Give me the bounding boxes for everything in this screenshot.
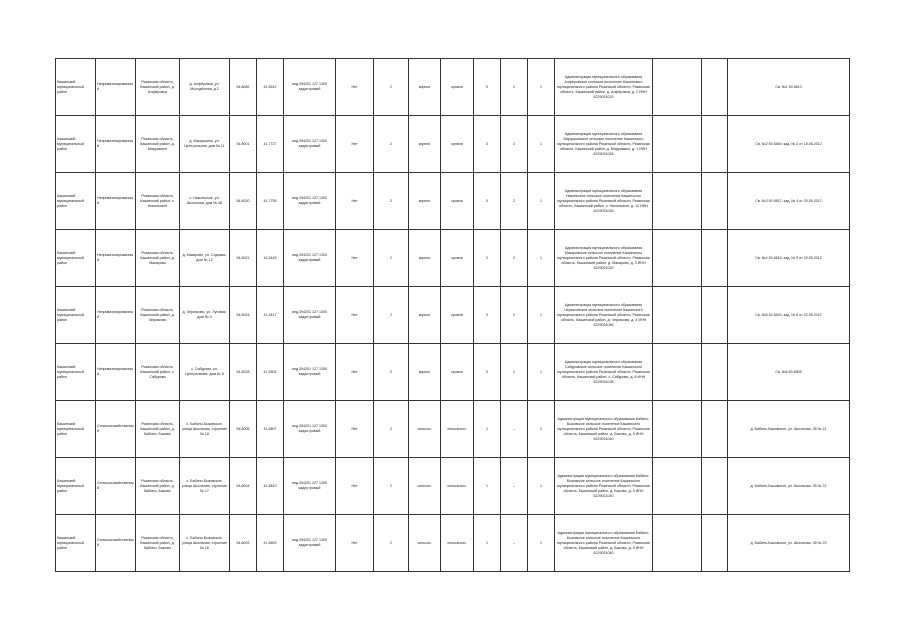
table-cell: д. Алфёровка, ул. Молодёжная, д.2 [180, 59, 230, 116]
table-cell: 1 [474, 458, 501, 515]
table-cell: инд.394201 127 1300 кадастровый [284, 458, 336, 515]
table-cell: Нет [336, 458, 374, 515]
table-cell: кровля [441, 230, 474, 287]
table-cell: 2 [501, 344, 528, 401]
table-cell: 0 [474, 173, 501, 230]
table-cell: 41,5417 [257, 287, 284, 344]
table-cell: кирпич [409, 230, 441, 287]
table-cell: 1 [528, 230, 555, 287]
table-cell: 1 [474, 401, 501, 458]
table-row [56, 458, 850, 515]
table-cell: д. Бабино-Быковское, ул. Школьная, 35 № 22 [728, 458, 850, 515]
table-cell: Неприватизированный [96, 230, 136, 287]
table-cell: Рязанская область, Кашинский район, д. Бабино, Быково [136, 458, 180, 515]
table-cell: 1 [528, 287, 555, 344]
table-cell: сельхоз. [409, 401, 441, 458]
table-cell [702, 458, 728, 515]
table-cell: 54,8028 [230, 344, 257, 401]
table-cell: Нет [336, 401, 374, 458]
table-cell: 1 [528, 116, 555, 173]
table-cell [702, 515, 728, 572]
table-cell [653, 230, 702, 287]
table-cell: 2 [501, 287, 528, 344]
table-cell: 2 [501, 59, 528, 116]
table-cell: Нет [336, 287, 374, 344]
table-cell: 2 [374, 401, 409, 458]
table-cell: Рязанская область, Кашинский район, д. Бабино, Быково [136, 515, 180, 572]
table-cell: Рязанская область, Кашинский район, с. Никольское [136, 173, 180, 230]
table-cell: Рязанская область, Кашинский район, д. Макарово [136, 230, 180, 287]
table-cell: кровля [441, 287, 474, 344]
table-cell [653, 173, 702, 230]
table-cell: Нет [336, 344, 374, 401]
table-cell: с. Бабино-Быковское, улица Школьная, строение № 17 [180, 458, 230, 515]
table-cell [653, 515, 702, 572]
table-cell [702, 116, 728, 173]
table-cell: 2 [374, 515, 409, 572]
table-cell: д. Марушкино, ул. Центральная, дом № 11 [180, 116, 230, 173]
table-cell: инд.394201 127 1300 кадастровый [284, 401, 336, 458]
table-cell: Нет [336, 116, 374, 173]
table-cell: 54,8021 [230, 230, 257, 287]
table-cell [702, 401, 728, 458]
table-cell: 2 [374, 230, 409, 287]
table-cell: 1 [528, 59, 555, 116]
table-cell: 0 [474, 230, 501, 287]
table-cell: Администрация муниципального образования Черкасовское сельское поселение Кашинского муниципального района Рязанской области, Рязанская область, Кашинский район, д. Черкасово, д. 4 ИНН 6229031046 [555, 287, 653, 344]
table-cell: 2 [501, 230, 528, 287]
table-cell [653, 287, 702, 344]
table-cell: кирпич [409, 59, 441, 116]
table-cell: Кашинский муниципальный район [56, 515, 96, 572]
table-cell: Администрация муниципального образования Марушкинское сельское поселение Кашинского муниципального района Рязанской области, Рязанская область, Кашинский район, д. Марушкино, д. 1 ИНН 6229031048 [555, 116, 653, 173]
table-cell: Рязанская область, Кашинский район, д. Алфёровка [136, 59, 180, 116]
table-cell: Св. №2 50 6840, кад. № 2 от 18.05.2012 [728, 116, 850, 173]
table-cell: с. Бабино-Быковское, улица Школьная, строение № 18 [180, 401, 230, 458]
table-cell: Сельскохозяйственный [96, 458, 136, 515]
table-row [56, 401, 850, 458]
table-cell: инд.394201 127 1300 кадастровый [284, 173, 336, 230]
table-cell: Кашинский муниципальный район [56, 287, 96, 344]
table-cell: 41,5445 [257, 230, 284, 287]
table-cell: сельхоз. [409, 515, 441, 572]
table-cell: 54,8006 [230, 401, 257, 458]
table-cell: д. Макарово, ул. Садовая, дом № 12 [180, 230, 230, 287]
table-cell: Рязанская область, Кашинский район, с. Сабурово [136, 344, 180, 401]
table-cell: 41,5512 [257, 59, 284, 116]
table-cell: Кашинский муниципальный район [56, 401, 96, 458]
table-cell: с. Никольское, ул. Школьная, дом № 48 [180, 173, 230, 230]
table-cell: 54,8082 [230, 59, 257, 116]
table-cell: инд.394201 127 1300 кадастровый [284, 515, 336, 572]
table-cell: 0 [474, 59, 501, 116]
table-cell [702, 59, 728, 116]
table-cell [653, 401, 702, 458]
table-cell: 41,5807 [257, 401, 284, 458]
table-cell: Нет [336, 230, 374, 287]
table-cell: Администрация муниципального образования Сабуровское сельское поселение Кашинского муниципального района Рязанской области, Рязанская область, Кашинский район, с. Сабурово, д. 8 ИНН 6229031038 [555, 344, 653, 401]
table-cell: Рязанская область, Кашинский район, д. Черкасово [136, 287, 180, 344]
table-row [56, 173, 850, 230]
table-cell: д. Бабино-Быковское, ул. Школьная, 35 № 23 [728, 515, 850, 572]
table-cell: 0 [474, 344, 501, 401]
table-cell: 41,5809 [257, 515, 284, 572]
table-cell: Кашинский муниципальный район [56, 59, 96, 116]
table-cell [653, 344, 702, 401]
table-cell: 54,8004 [230, 458, 257, 515]
table-cell: Кашинский муниципальный район [56, 116, 96, 173]
table-cell: Администрация муниципального образования Макаровское сельское поселение Кашинского муниципального района Рязанской области, Рязанская область, Кашинский район, д. Макарово, д. 3 ИНН 6229031032 [555, 230, 653, 287]
table-cell: 2 [374, 173, 409, 230]
table-row [56, 344, 850, 401]
table-cell: Администрация муниципального образования Бабино-Быковское сельское поселение Кашинского муниципального района Рязанской области, Рязанская область, Кашинский район, д. Быково, д. 5 ИНН 6229031040 [555, 401, 653, 458]
table-cell: Рязанская область, Кашинский район, д. Бабино, Быково [136, 401, 180, 458]
table-cell: 2 [374, 116, 409, 173]
table-cell: Неприватизированный [96, 59, 136, 116]
table-cell: Кашинский муниципальный район [56, 230, 96, 287]
table-cell: инд.394201 127 1300 кадастровый [284, 116, 336, 173]
table-cell: – [501, 515, 528, 572]
table-row [56, 230, 850, 287]
table-cell: с. Сабурово, ул. Центральная, дом № 8 [180, 344, 230, 401]
table-cell: Неприватизированный [96, 344, 136, 401]
table-cell: 2 [374, 287, 409, 344]
table-cell: сельскохоз. [441, 458, 474, 515]
table-cell: Кашинский муниципальный район [56, 344, 96, 401]
table-cell [702, 287, 728, 344]
table-cell: 0 [474, 116, 501, 173]
table-cell: с. Бабино-Быковское, улица Школьная, строение № 16 [180, 515, 230, 572]
table-cell: Рязанская область, Кашинский район, д. Марушкино [136, 116, 180, 173]
table-cell: д. Бабино-Быковское, ул. Школьная, 35 № 21 [728, 401, 850, 458]
table-cell: 1 [528, 173, 555, 230]
table-cell: 2 [374, 458, 409, 515]
table-cell: Нет [336, 173, 374, 230]
table-cell: Администрация муниципального образования Никольское сельское поселение Кашинского муниципального района Рязанской области, Рязанская область, Кашинский район, с. Никольское, д. 12 ИНН 6229031045 [555, 173, 653, 230]
table-cell: 2 [374, 344, 409, 401]
table-cell: Св. №1 50 6813 [728, 59, 850, 116]
table-cell: кирпич [409, 287, 441, 344]
table-cell: инд.394201 127 1300 кадастровый [284, 230, 336, 287]
table-cell: Св. №6 50 6805 [728, 344, 850, 401]
table-cell: Св. №3 50 6812, кад. № 4 от 20.05.2012 [728, 173, 850, 230]
table-cell: Нет [336, 59, 374, 116]
table-cell: Кашинский муниципальный район [56, 173, 96, 230]
table-cell: – [501, 458, 528, 515]
table-cell: Администрация муниципального образования Бабино-Быковское сельское поселение Кашинского муниципального района Рязанской области, Рязанская область, Кашинский район, д. Быково, д. 5 ИНН 6229031040 [555, 515, 653, 572]
table-cell [702, 344, 728, 401]
table-cell: сельскохоз. [441, 401, 474, 458]
table-cell: 41,7755 [257, 173, 284, 230]
table-cell: кирпич [409, 173, 441, 230]
table-cell: 1 [474, 515, 501, 572]
registry-table [55, 58, 850, 572]
table-cell: 0 [474, 287, 501, 344]
table-cell: 54,8020 [230, 173, 257, 230]
table-cell: кровля [441, 344, 474, 401]
table-cell: кровля [441, 173, 474, 230]
table-cell: 1 [528, 515, 555, 572]
table-cell: сельскохоз. [441, 515, 474, 572]
table-cell: Сельскохозяйственный [96, 401, 136, 458]
table-cell: Неприватизированный [96, 287, 136, 344]
table-cell: 54,8003 [230, 515, 257, 572]
table-cell [653, 458, 702, 515]
table-cell: 41,7727 [257, 116, 284, 173]
table-cell: 1 [528, 458, 555, 515]
table-cell: Неприватизированный [96, 173, 136, 230]
table-cell: Кашинский муниципальный район [56, 458, 96, 515]
table-cell: инд.394201 127 1300 кадастровый [284, 344, 336, 401]
table-cell: 2 [501, 116, 528, 173]
table-cell: Администрация муниципального образования Алфёровское сельское поселение Кашинского муниципального района Рязанской области, Рязанская область, Кашинский район, д. Алфёровка, д. 2 ИНН 6229031033 [555, 59, 653, 116]
table-cell [702, 230, 728, 287]
table-cell: д. Черкасово, ул. Луговая, дом № 4 [180, 287, 230, 344]
table-row [56, 59, 850, 116]
table-cell: Администрация муниципального образования Бабино-Быковское сельское поселение Кашинского муниципального района Рязанской области, Рязанская область, Кашинский район, д. Быково, д. 5 ИНН 6229031040 [555, 458, 653, 515]
table-cell: Св. №5 50 6820, кад. № 6 от 22.05.2012 [728, 287, 850, 344]
table-cell: 41,5810 [257, 458, 284, 515]
table-cell: Св. №4 50 6815, кад. № 5 от 20.05.2012 [728, 230, 850, 287]
table-cell [702, 173, 728, 230]
table-cell: 41,5502 [257, 344, 284, 401]
table-cell: 2 [501, 173, 528, 230]
table-cell: 1 [528, 344, 555, 401]
table-cell: кровля [441, 59, 474, 116]
table-cell: инд.394201 127 1300 кадастровый [284, 59, 336, 116]
table-cell: кирпич [409, 116, 441, 173]
table-row [56, 116, 850, 173]
table-row [56, 287, 850, 344]
table-cell [653, 59, 702, 116]
table-cell: инд.394201 127 1300 кадастровый [284, 287, 336, 344]
table-cell: 54,8024 [230, 287, 257, 344]
table-cell: – [501, 401, 528, 458]
table-cell: 1 [528, 401, 555, 458]
table-cell: кирпич [409, 344, 441, 401]
table-cell: Неприватизированный [96, 116, 136, 173]
table-cell: 54,8001 [230, 116, 257, 173]
table-cell: Сельскохозяйственный [96, 515, 136, 572]
table-row [56, 515, 850, 572]
table-cell: кровля [441, 116, 474, 173]
table-cell: сельхоз. [409, 458, 441, 515]
table-cell: Нет [336, 515, 374, 572]
table-cell: 2 [374, 59, 409, 116]
table-cell [653, 116, 702, 173]
